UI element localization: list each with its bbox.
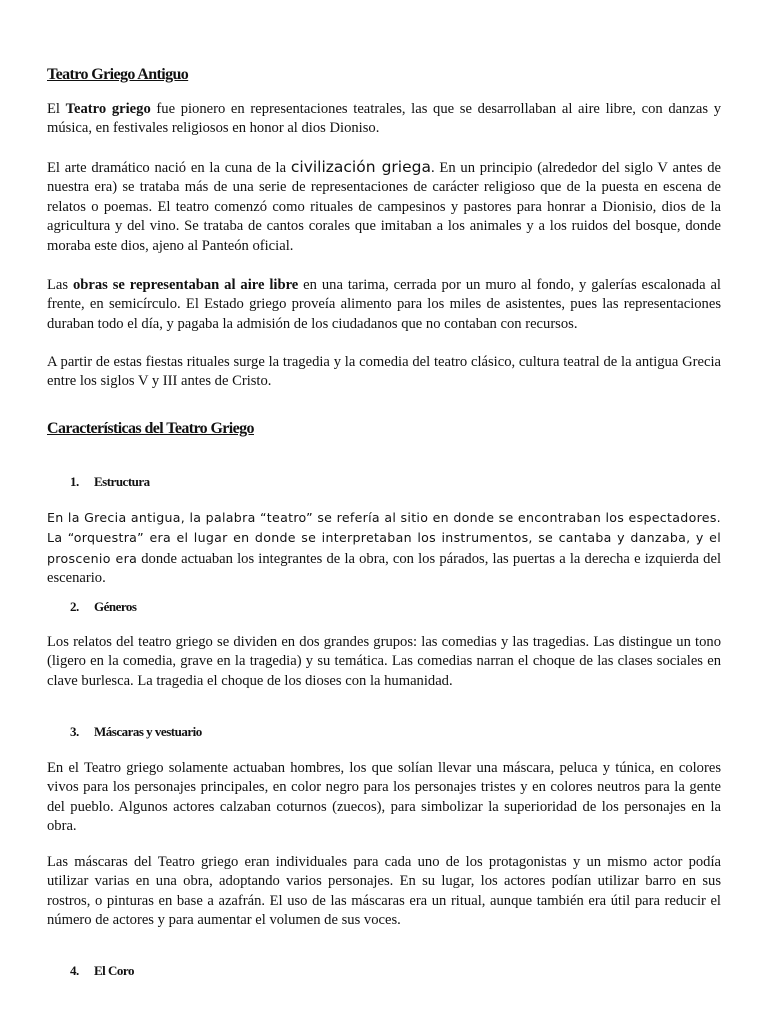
paragraph-text: Las	[47, 277, 73, 293]
section-heading-coro	[70, 963, 134, 979]
paragraph-aire-libre	[47, 276, 721, 334]
bold-term: obras se representaban al aire libre	[72, 277, 299, 293]
section-title: Géneros	[94, 599, 137, 614]
section-title: El Coro	[94, 963, 134, 978]
paragraph-text: En la Grecia antigua, la palabra “teatro” se refería al sitio en donde se encontraban los espectadores. La “orquestra” era el lugar en donde se interpretaban los instrumentos, se cantaba y danzaba, y el proscenio era	[47, 510, 721, 566]
paragraph-tragedia-comedia: A partir de estas fiestas rituales surge la tragedia y la comedia del teatro clásico, cultura teatral de la antigua Grecia entre los siglos V y III antes de Cristo.	[47, 354, 721, 390]
paragraph-generos: Los relatos del teatro griego se dividen en dos grandes grupos: las comedias y las tragedias. Las distingue un tono (ligero en la comedia, grave en la tragedia) y su temática. Las comedias narran el choque de las clases sociales en clave burlesca. La tragedia el choque de los dioses con la humanidad.	[47, 634, 721, 689]
section-title: Estructura	[94, 474, 150, 489]
section-number: 2.	[70, 599, 79, 614]
paragraph-text: El	[47, 101, 66, 117]
paragraph-mascaras: Las máscaras del Teatro griego eran individuales para cada uno de los protagonistas y un mismo actor podía utilizar varias en una obra, adoptando varios personajes. En su lugar, los actores podían utilizar barro en sus rostros, o pinturas en base a azafrán. El uso de las máscaras era un ritual, aunque también era útil para reducir el número de actores y para aumentar el volumen de sus voces.	[47, 854, 721, 929]
heading-caracteristicas: Características del Teatro Griego	[47, 420, 254, 437]
section-number: 3.	[70, 724, 79, 739]
paragraph-vestuario: En el Teatro griego solamente actuaban hombres, los que solían llevar una máscara, peluca y túnica, en colores vivos para los personajes principales, en color negro para los personajes tristes y en colores neutros para la gente del pueblo. Algunos actores calzaban coturnos (zuecos), para simbolizar la superioridad de los personajes en la obra.	[47, 760, 721, 835]
paragraph-intro	[47, 100, 721, 139]
paragraph-text: El arte dramático nació en la cuna de la	[47, 160, 291, 176]
paragraph-origen	[47, 158, 721, 256]
paragraph-text: donde actuaban los integrantes de la obra, con los párados, las puertas a la derecha e izquierda del escenario.	[47, 550, 721, 587]
section-number: 4.	[70, 963, 79, 978]
bold-term: Teatro griego	[65, 101, 151, 117]
paragraph-text: . En un principio (alrededor del siglo V antes de nuestra era) se trataba más de una serie de representaciones de carácter religioso que de la puesta en escena de relatos o poemas. El teatro comenzó como rituales de campesinos y pastores para honrar a Dionisio, dios de la agricultura y del vino. Se trataba de cantos corales que imitaban a los animales y a los ruidos del bosque, donde moraba este dios, ajeno al Panteón oficial.	[47, 160, 721, 254]
paragraph-text: en una tarima, cerrada por un muro al fondo, y galerías escalonada al frente, en semicírculo. El Estado griego proveía alimento para los miles de asistentes, pues las representaciones duraban todo el día, y pagaba la admisión de los ciudadanos que no contaban con recursos.	[47, 277, 721, 332]
section-heading-estructura	[70, 474, 150, 490]
section-heading-generos	[70, 599, 136, 615]
section-number: 1.	[70, 474, 79, 489]
section-heading-mascaras	[70, 724, 202, 740]
link-civilizacion-griega[interactable]: civilización griega	[290, 158, 431, 176]
paragraph-estructura	[47, 508, 721, 589]
section-title: Máscaras y vestuario	[94, 724, 202, 739]
heading-teatro-griego-antiguo: Teatro Griego Antiguo	[47, 66, 189, 83]
paragraph-text: fue pionero en representaciones teatrales, las que se desarrollaban al aire libre, con danzas y música, en festivales religiosos en honor al dios Dioniso.	[47, 101, 721, 137]
